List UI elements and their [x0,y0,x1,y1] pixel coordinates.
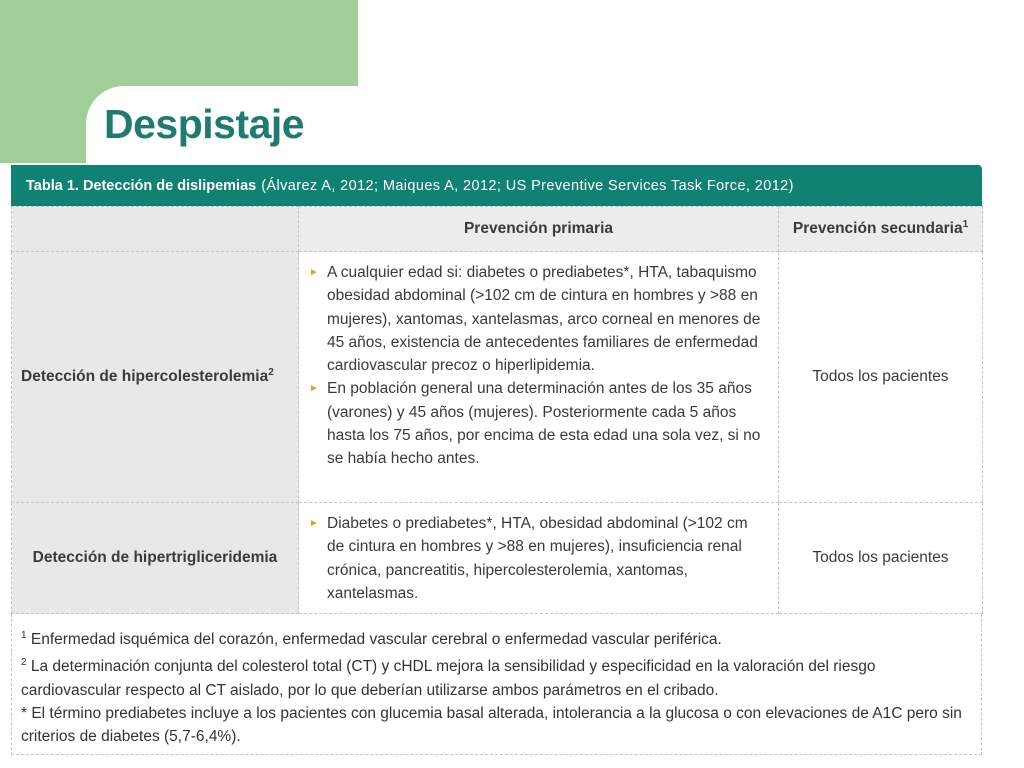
row-secondary-content: Todos los pacientes [779,252,983,503]
bullet-arrow-icon: ► [309,383,319,395]
bullet-text: Diabetes o prediabetes*, HTA, obesidad abdominal (>102 cm de cintura en hombres y >88 en mujeres), insuficiencia renal crónica, pancreatitis, hipercolesterolemia, xantomas, xantelasmas. [327,515,748,602]
row-label-text: Detección de hipercolesterolemia [21,368,269,386]
bullet-arrow-icon: ► [309,267,319,278]
footnote-text: La determinación conjunta del colesterol total (CT) y cHDL mejora la sensibilidad y especificidad en la valoración del riesgo cardiovascular respecto al CT aislado, por lo que deberían utilizarse ambos parámetros en el cribado. [21,658,876,699]
footnote [21,651,971,702]
table-footnotes [11,614,982,755]
table-row [12,503,983,614]
list-item [309,377,768,470]
table-row [12,252,983,503]
bullet-text: En población general una determinación antes de los 35 años (varones) y 45 años (mujeres). Posteriormente cada 5 años hasta los 75 años, por encima de esta edad una sola vez, si no se había hecho antes. [327,380,761,468]
bullet-arrow-icon: ► [309,518,319,529]
header-empty-cell [12,207,299,252]
bullet-text: A cualquier edad si: diabetes o prediabetes*, HTA, tabaquismo obesidad abdominal (>102 cm de cintura en hombres y >88 en mujeres), xantomas, xantelasmas, arco corneal en menores de 45 años, existencia de antecedentes familiares de enfermedad cardiovascular precoz o hiperlipidemia. [327,264,761,375]
header-primary-prevention: Prevención primaria [299,207,779,252]
table-caption [11,165,982,206]
header-secondary-prevention [779,207,983,252]
slide-title: Despistaje [104,101,305,147]
list-item [309,261,768,377]
header-secondary-label: Prevención secundaria [792,220,963,238]
row-label-hypercholesterolemia [12,252,299,503]
footnote-marker: 2 [21,657,27,669]
footnote-text: Enfermedad isquémica del corazón, enfermedad vascular cerebral o enfermedad vascular periférica. [30,631,722,649]
footnote-marker: 1 [21,630,27,641]
table-caption-references: (Álvarez A, 2012; Maiques A, 2012; US Preventive Services Task Force, 2012) [261,177,794,194]
row-primary-content [299,503,779,614]
dyslipidemia-table [11,165,982,760]
row-secondary-content: Todos los pacientes [779,503,983,614]
table-caption-title: Tabla 1. Detección de dislipemias [26,177,257,194]
footnote-text: * El término prediabetes incluye a los pacientes con glucemia basal alterada, intolerancia a la glucosa o con elevaciones de A1C pero sin criterios de diabetes (5,7-6,4%). [21,704,962,746]
list-item [309,512,768,605]
row-label-footnote-marker: 2 [268,367,274,379]
row-primary-content [299,252,779,503]
footnote [21,702,971,748]
row-label-hypertriglyceridemia: Detección de hipertrigliceridemia [12,503,299,614]
footnote [21,624,971,651]
table-header-row [12,207,983,252]
bullet-list [309,261,768,471]
header-secondary-footnote-marker: 1 [962,219,969,231]
table-grid [11,206,983,614]
bullet-list [309,512,768,605]
